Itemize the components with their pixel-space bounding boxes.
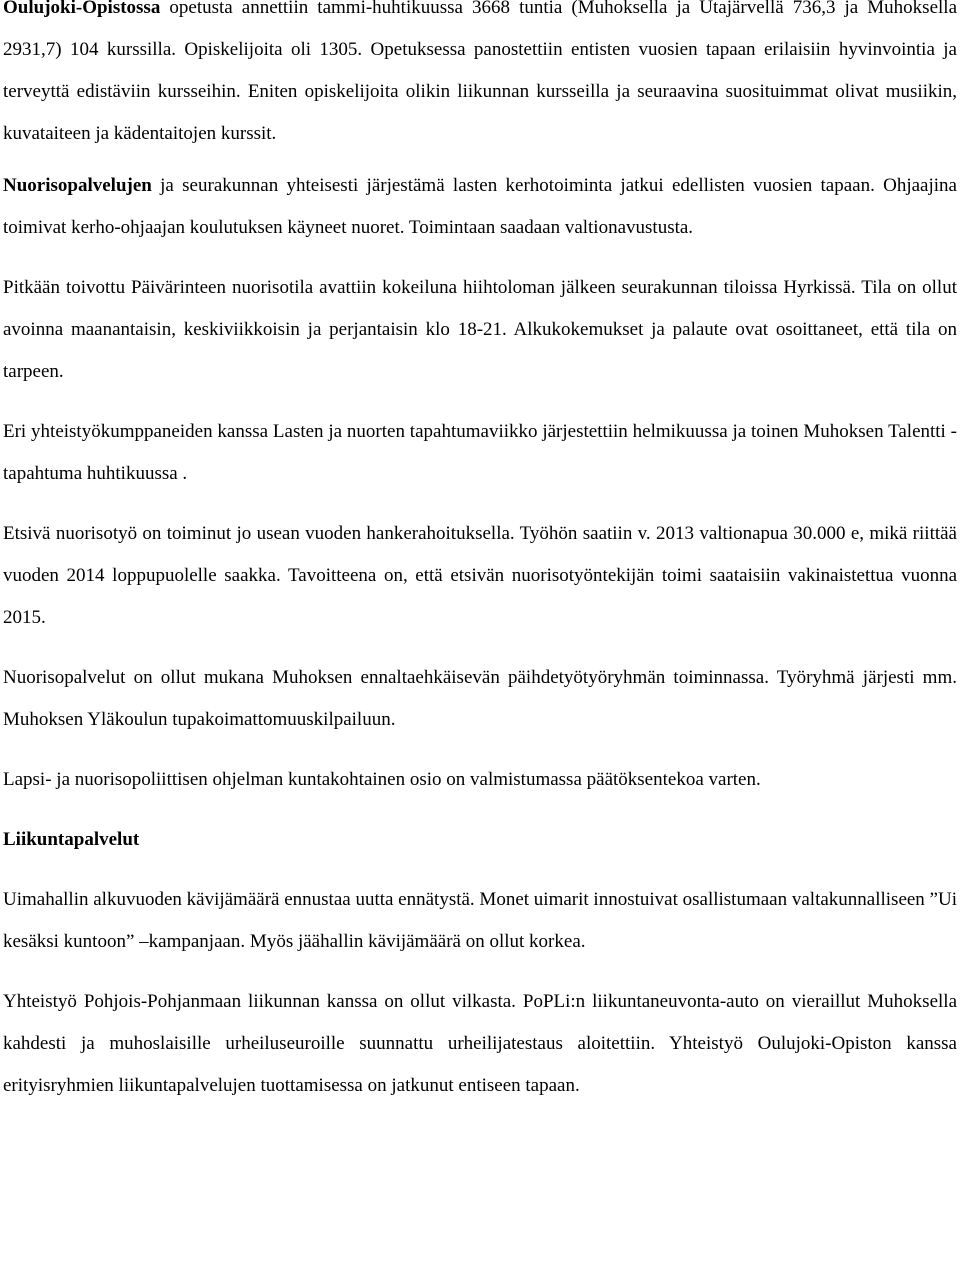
paragraph-text: ja seurakunnan yhteisesti järjestämä lasten kerhotoiminta jatkui edellisten vuosien tapaan. Ohjaajina toimivat kerho-ohjaajan koulutuksen käyneet nuoret. Toimintaan saadaan valtionavustusta. — [3, 175, 957, 238]
paragraph-yhteistyo: Yhteistyö Pohjois-Pohjanmaan liikunnan kanssa on ollut vilkasta. PoPLi:n liikuntaneuvonta-auto on vieraillut Muhoksella kahdesti ja muhoslaisille urheiluseuroille suunnattu urheilijatestaus aloitettiin. Yhteistyö Oulujoki-Opiston kanssa erityisryhmien liikuntapalvelujen tuottamisessa on jatkunut entiseen tapaan. — [3, 991, 957, 1096]
paragraph-lead: Nuorisopalvelujen — [3, 175, 152, 196]
paragraph-lead: Oulujoki-Opistossa — [3, 0, 161, 18]
paragraph-uimahalli: Uimahallin alkuvuoden kävijämäärä ennustaa uutta ennätystä. Monet uimarit innostuivat osallistumaan valtakunnalliseen ”Ui kesäksi kuntoon” –kampanjaan. Myös jäähallin kävijämäärä on ollut korkea. — [3, 889, 957, 952]
paragraph-nuorisopalvelut-kerho — [3, 165, 957, 249]
paragraph-ohjelma: Lapsi- ja nuorisopoliittisen ohjelman kuntakohtainen osio on valmistumassa päätöksentekoa varten. — [3, 769, 761, 790]
paragraph-etsiva-nuorisotyo: Etsivä nuorisotyö on toiminut jo usean vuoden hankerahoituksella. Työhön saatiin v. 2013 valtionapua 30.000 e, mikä riittää vuoden 2014 loppupuolelle saakka. Tavoitteena on, että etsivän nuorisotyöntekijän toimi saataisiin vakinaistettua vuonna 2015. — [3, 523, 957, 628]
paragraph-nuorisotila: Pitkään toivottu Päivärinteen nuorisotila avattiin kokeiluna hiihtoloman jälkeen seurakunnan tiloissa Hyrkissä. Tila on ollut avoinna maanantaisin, keskiviikkoisin ja perjantaisin klo 18-21. Alkukokemukset ja palaute ovat osoittaneet, että tila on tarpeen. — [3, 277, 957, 382]
paragraph-paihdetyo: Nuorisopalvelut on ollut mukana Muhoksen ennaltaehkäisevän päihdetyötyöryhmän toiminnassa. Työryhmä järjesti mm. Muhoksen Yläkoulun tupakoimattomuuskilpailuun. — [3, 667, 957, 730]
section-heading-liikuntapalvelut: Liikuntapalvelut — [3, 829, 140, 850]
paragraph-text: opetusta annettiin tammi-huhtikuussa 3668 tuntia (Muhoksella ja Utajärvellä 736,3 ja Muhoksella 2931,7) 104 kurssilla. Opiskelijoita oli 1305. Opetuksessa panostettiin entisten vuosien tapaan erilaisiin hyvinvointia ja terveyttä edistäviin kursseihin. Eniten opiskelijoita olikin liikunnan kursseilla ja seuraavina suosituimmat olivat musiikin, kuvataiteen ja kädentaitojen kurssit. — [3, 0, 957, 144]
paragraph-tapahtumaviikko: Eri yhteistyökumppaneiden kanssa Lasten ja nuorten tapahtumaviikko järjestettiin helmikuussa ja toinen Muhoksen Talentti -tapahtuma huhtikuussa . — [3, 421, 957, 484]
paragraph-oulujoki-opisto — [3, 0, 957, 155]
